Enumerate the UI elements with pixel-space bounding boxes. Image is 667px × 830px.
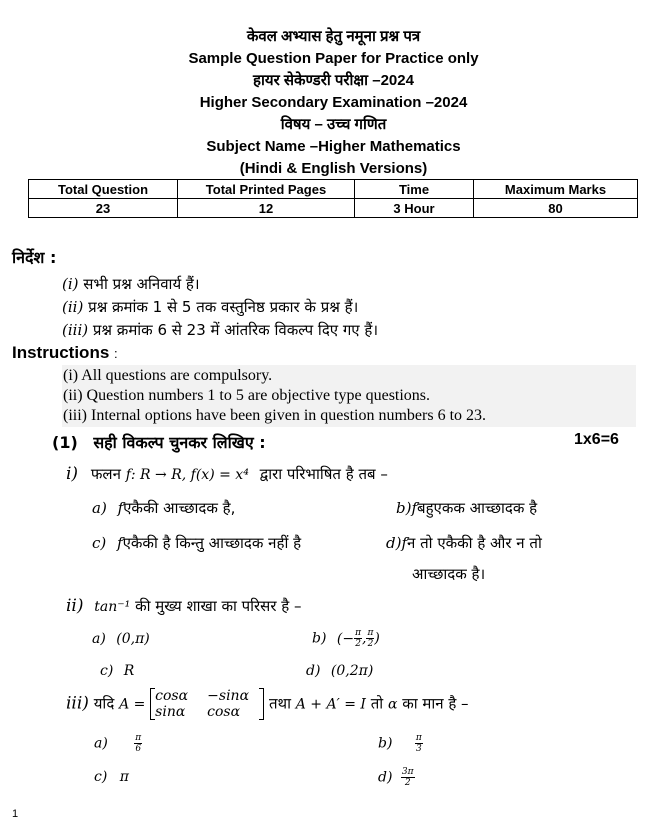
- fraction: [134, 733, 142, 754]
- option-b: [378, 733, 423, 754]
- option-a: [92, 498, 235, 518]
- nirdesh-item: [62, 274, 200, 294]
- option-text: न तो एकैकी है और न तो: [407, 534, 542, 552]
- option-paren: (−: [336, 630, 355, 647]
- option-label: d): [306, 663, 321, 679]
- matrix-cell: −sinα: [207, 688, 250, 704]
- table-header-cell: Time: [355, 180, 474, 199]
- option-c: [94, 769, 129, 785]
- option-d: [306, 663, 373, 679]
- fraction-denominator: 6: [135, 744, 142, 754]
- matrix-cell: sinα: [155, 704, 186, 720]
- option-a: [92, 631, 150, 647]
- option-paren: ): [374, 630, 380, 647]
- question-math: A + A′ = I: [295, 696, 366, 713]
- instruction-item: (i) All questions are compulsory.: [63, 367, 273, 384]
- option-label: b): [312, 630, 327, 647]
- question-iii: [66, 688, 469, 720]
- option-label: c): [100, 663, 114, 679]
- matrix: [150, 688, 264, 720]
- instructions-title: [12, 343, 118, 363]
- section-heading: [52, 431, 266, 453]
- fraction-numerator: π: [415, 733, 422, 743]
- fraction-denominator: 2: [404, 778, 411, 788]
- table-header-row: [29, 180, 638, 199]
- question-math: α: [387, 696, 398, 713]
- option-a: [94, 733, 142, 754]
- option-math: f: [411, 499, 418, 517]
- instructions-title-text: Instructions: [12, 343, 110, 362]
- option-label: b): [378, 735, 393, 752]
- table-cell: 12: [178, 199, 355, 218]
- item-number: (iii): [62, 321, 89, 339]
- question-number: ii): [66, 596, 84, 616]
- fraction: [354, 628, 362, 649]
- option-label: b): [396, 499, 412, 517]
- fraction-numerator: 3π: [401, 767, 414, 777]
- question-text: का मान है –: [402, 694, 469, 713]
- exam-info-table: [28, 179, 638, 218]
- header-exam-hindi: हायर सेकेण्डरी परीक्षा –2024: [253, 72, 414, 89]
- option-value: R: [123, 663, 135, 679]
- option-label: a): [92, 631, 106, 647]
- option-d: [378, 767, 415, 788]
- option-label: a): [92, 499, 107, 517]
- header-subject-english: Subject Name –Higher Mathematics: [206, 138, 461, 155]
- matrix-cell: cosα: [155, 688, 189, 704]
- matrix-cell: cosα: [207, 704, 241, 720]
- question-ii: [66, 596, 301, 616]
- header-versions: (Hindi & English Versions): [239, 160, 428, 177]
- option-label: d): [386, 534, 402, 552]
- table-header-cell: Total Printed Pages: [178, 180, 355, 199]
- table-cell: 3 Hour: [355, 199, 474, 218]
- question-math: f: R → R, f(x) = x⁴: [125, 467, 249, 483]
- question-math: tan⁻¹: [94, 599, 131, 615]
- question-text: की मुख्य शाखा का परिसर है –: [135, 597, 302, 615]
- question-text: यदि: [93, 694, 115, 713]
- fraction-numerator: π: [367, 628, 374, 638]
- instruction-item: (iii) Internal options have been given in question numbers 6 to 23.: [63, 407, 487, 424]
- question-text: फलन: [90, 465, 121, 483]
- option-c: [92, 533, 301, 553]
- option-value: (0,2π): [330, 663, 374, 679]
- table-cell: 23: [29, 199, 178, 218]
- option-comma: ,: [362, 630, 367, 647]
- option-b: [312, 628, 380, 649]
- header-hindi-title: केवल अभ्यास हेतु नमूना प्रश्न पत्र: [246, 28, 421, 45]
- fraction-denominator: 3: [415, 744, 422, 754]
- item-text: प्रश्न क्रमांक 6 से 23 में आंतरिक विकल्प दिए गए हैं।: [92, 321, 379, 339]
- item-number: (i): [62, 275, 79, 293]
- option-b: [396, 498, 537, 518]
- section-marks: 1x6=6: [574, 431, 619, 448]
- table-row: [29, 199, 638, 218]
- question-number: i): [66, 464, 79, 484]
- question-text: तथा: [268, 694, 291, 713]
- fraction-numerator: π: [355, 628, 362, 638]
- question-number: iii): [66, 693, 89, 714]
- table-cell: 80: [474, 199, 638, 218]
- option-value: (0,π): [116, 631, 150, 647]
- question-text: द्वारा परिभाषित है तब –: [259, 465, 388, 483]
- fraction-numerator: π: [135, 733, 142, 743]
- fraction: [401, 767, 415, 788]
- question-text: तो: [370, 694, 384, 713]
- option-math: f: [401, 534, 408, 552]
- option-text: एकैकी आच्छादक है,: [123, 499, 236, 517]
- item-text: सभी प्रश्न अनिवार्य हैं।: [83, 275, 200, 293]
- header-exam-english: Higher Secondary Examination –2024: [199, 94, 468, 111]
- section-title: सही विकल्प चुनकर लिखिए :: [93, 433, 266, 452]
- table-header-cell: Total Question: [29, 180, 178, 199]
- option-value: π: [119, 769, 129, 785]
- option-label: c): [94, 769, 108, 785]
- nirdesh-title: निर्देश :: [12, 248, 57, 267]
- question-i: [66, 464, 388, 484]
- nirdesh-item: [62, 297, 358, 317]
- table-header-cell: Maximum Marks: [474, 180, 638, 199]
- item-number: (ii): [62, 298, 84, 316]
- nirdesh-item: [62, 320, 378, 340]
- instructions-colon: :: [114, 346, 118, 361]
- page-number: 1: [12, 808, 19, 820]
- option-text: बहुएकक आच्छादक है: [417, 499, 538, 517]
- fraction: [415, 733, 423, 754]
- option-d-continued: आच्छादक है।: [412, 565, 486, 583]
- option-text: एकैकी है किन्तु आच्छादक नहीं है: [122, 534, 302, 552]
- option-label: a): [94, 735, 108, 752]
- option-math: f: [117, 534, 123, 552]
- fraction-denominator: 2: [367, 639, 374, 649]
- option-d: [386, 533, 542, 553]
- option-label: c): [92, 534, 107, 552]
- instruction-item: (ii) Question numbers 1 to 5 are objective type questions.: [63, 387, 431, 404]
- question-math: A =: [119, 696, 146, 713]
- header-english-title: Sample Question Paper for Practice only: [188, 50, 479, 67]
- fraction-denominator: 2: [355, 639, 361, 649]
- option-math: f: [117, 499, 124, 517]
- option-label: d): [378, 769, 393, 786]
- item-text: प्रश्न क्रमांक 1 से 5 तक वस्तुनिष्ठ प्रकार के प्रश्न हैं।: [88, 298, 359, 316]
- section-number: (1): [52, 433, 78, 452]
- header-subject-hindi: विषय – उच्च गणित: [280, 116, 387, 133]
- option-c: [100, 663, 134, 679]
